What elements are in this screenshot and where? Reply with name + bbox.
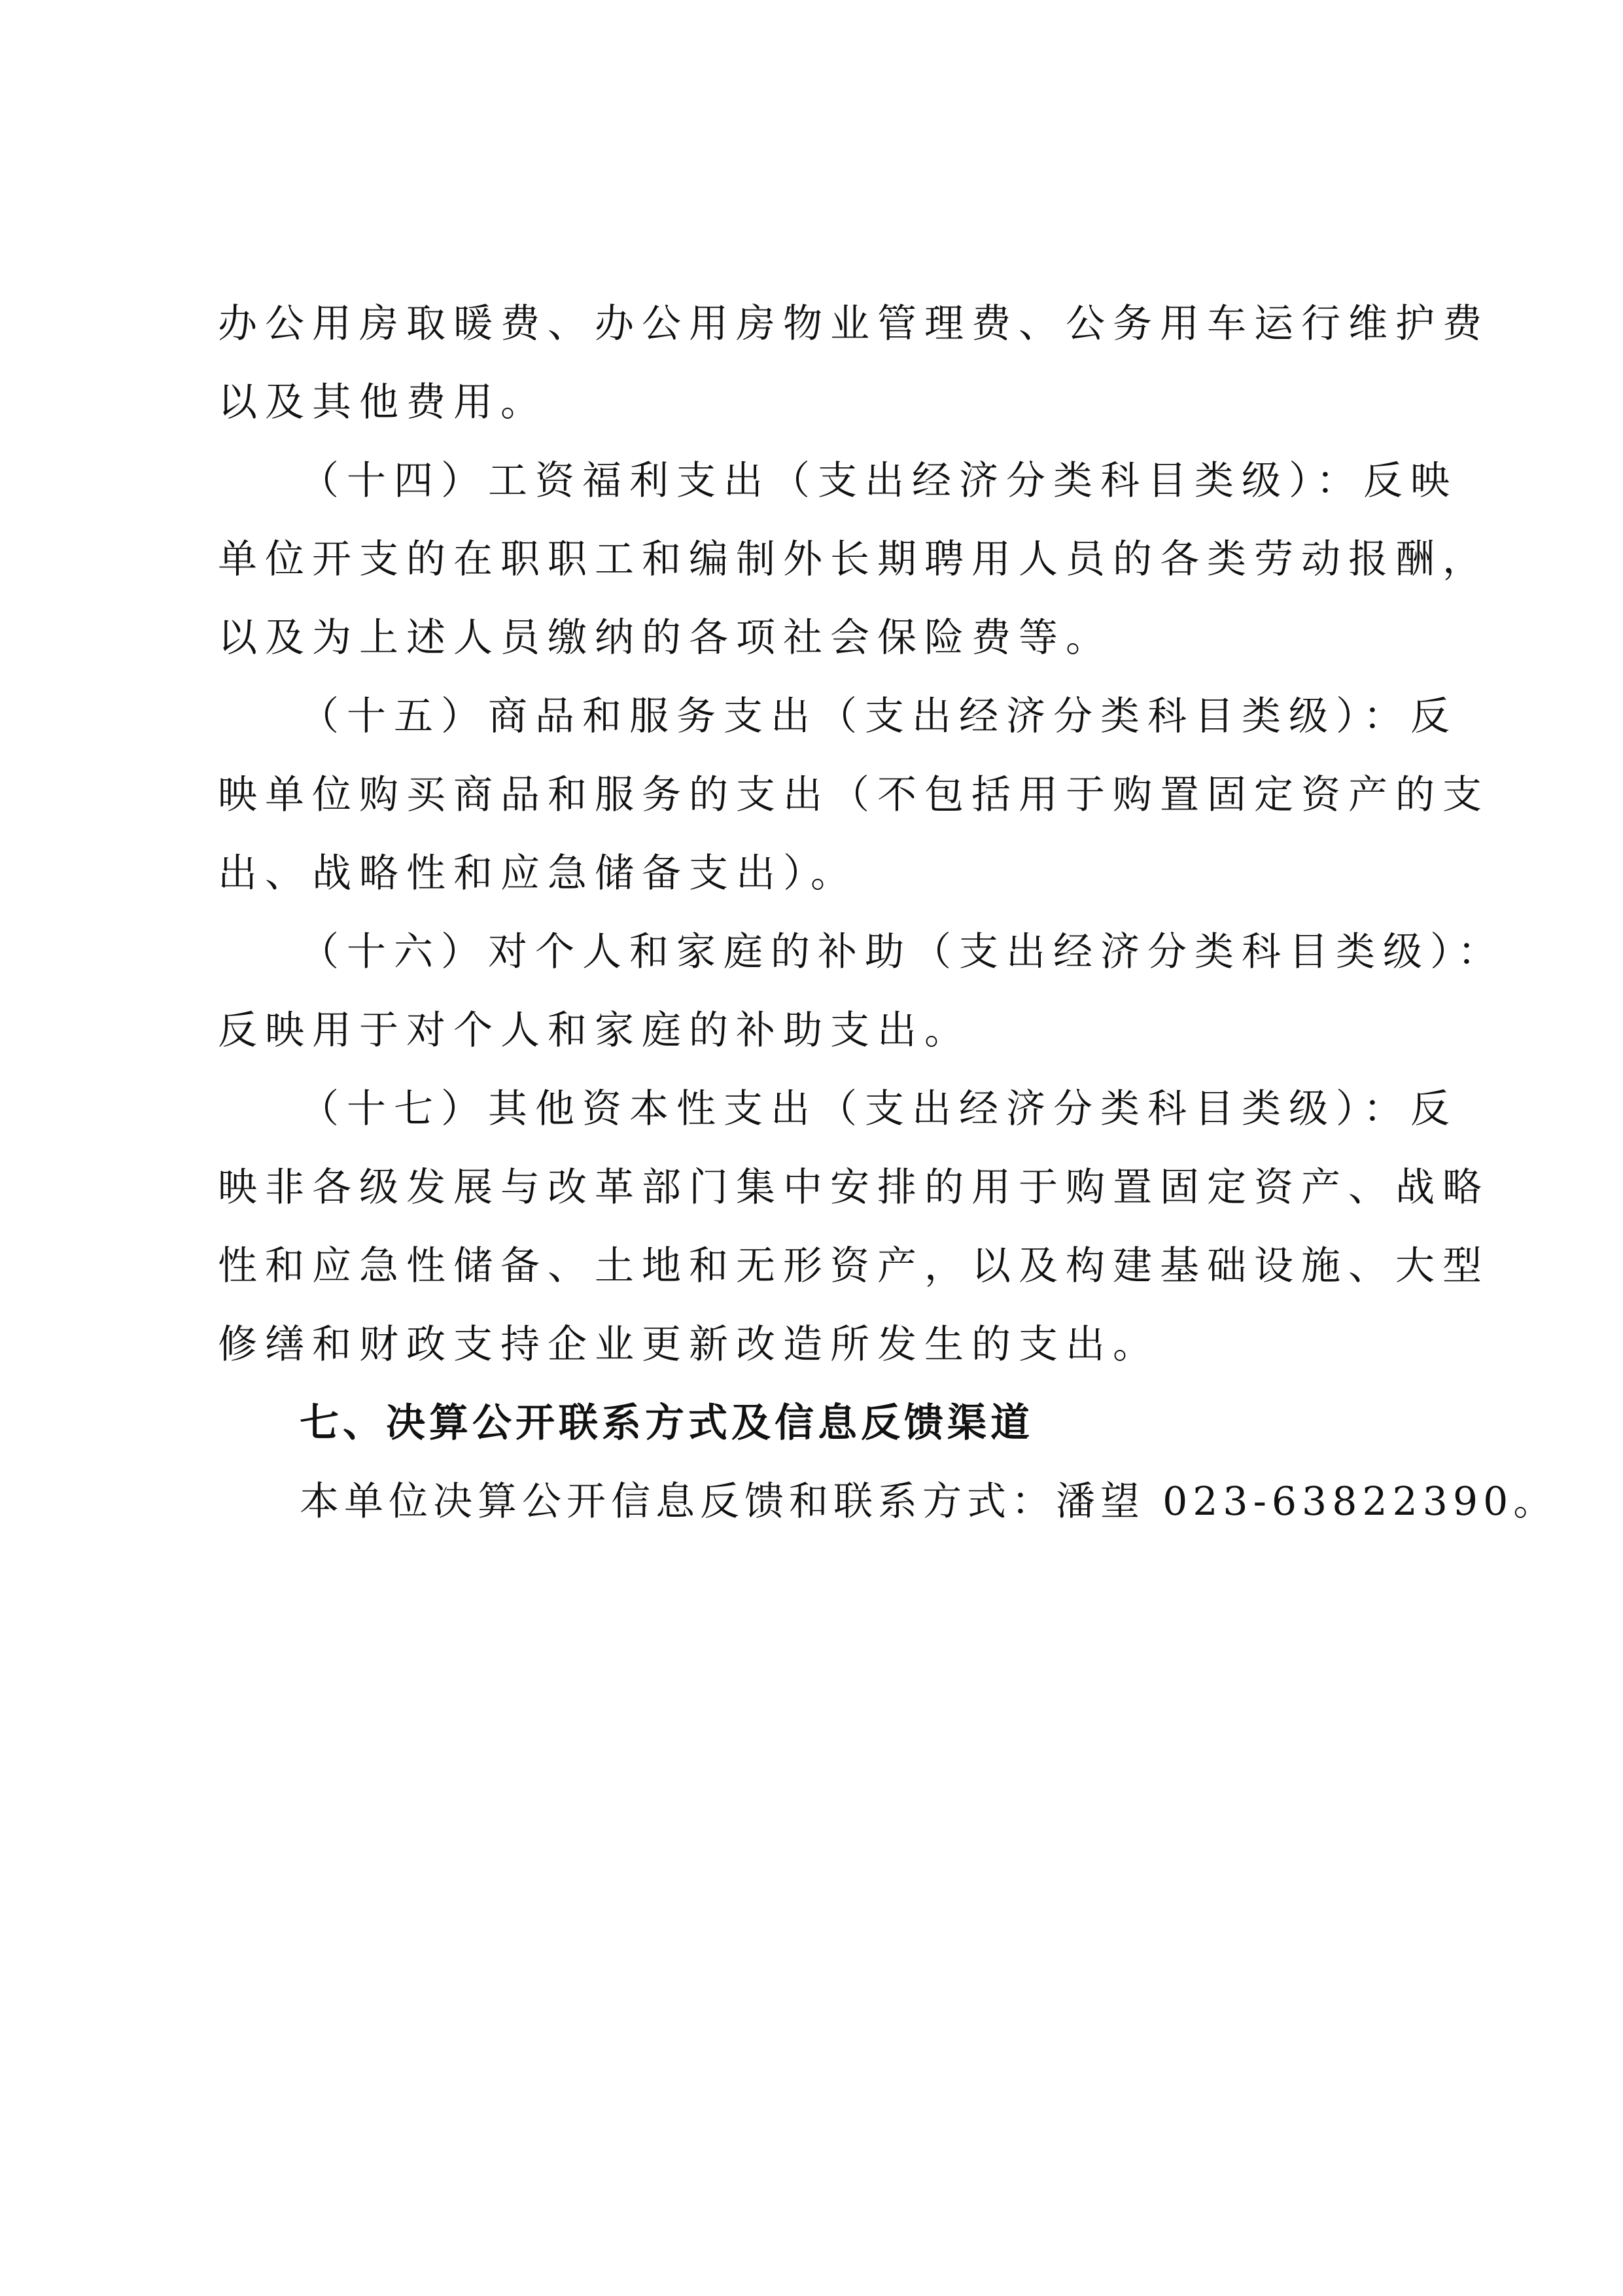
- body-text-line: 修缮和财政支持企业更新改造所发生的支出。: [218, 1322, 1160, 1368]
- contact-info-line: 本单位决算公开信息反馈和联系方式：潘望 023-63822390。: [300, 1479, 1558, 1525]
- paragraph-16-title-line: （十六）对个人和家庭的补助（支出经济分类科目类级）：: [300, 929, 1505, 975]
- body-text-line: 出、战略性和应急储备支出）。: [218, 851, 858, 896]
- body-text-line: 以及为上述人员缴纳的各项社会保险费等。: [218, 615, 1113, 661]
- body-text-line: 映单位购买商品和服务的支出（不包括用于购置固定资产的支: [218, 772, 1490, 818]
- section-heading: 七、决算公开联系方式及信息反馈渠道: [300, 1400, 1034, 1446]
- paragraph-17-title-line: （十七）其他资本性支出（支出经济分类科目类级）：反: [300, 1086, 1457, 1132]
- body-text-line: 以及其他费用。: [218, 380, 548, 425]
- body-text-line: 映非各级发展与改革部门集中安排的用于购置固定资产、战略: [218, 1165, 1490, 1210]
- paragraph-14-title-line: （十四）工资福利支出（支出经济分类科目类级）：反映: [300, 458, 1457, 504]
- body-text-line: 反映用于对个人和家庭的补助支出。: [218, 1008, 971, 1053]
- body-text-line: 办公用房取暖费、办公用房物业管理费、公务用车运行维护费: [218, 301, 1490, 347]
- body-text-line: 单位开支的在职职工和编制外长期聘用人员的各类劳动报酬，: [218, 537, 1490, 582]
- body-text-line: 性和应急性储备、土地和无形资产，以及构建基础设施、大型: [218, 1243, 1490, 1289]
- paragraph-15-title-line: （十五）商品和服务支出（支出经济分类科目类级）：反: [300, 694, 1457, 739]
